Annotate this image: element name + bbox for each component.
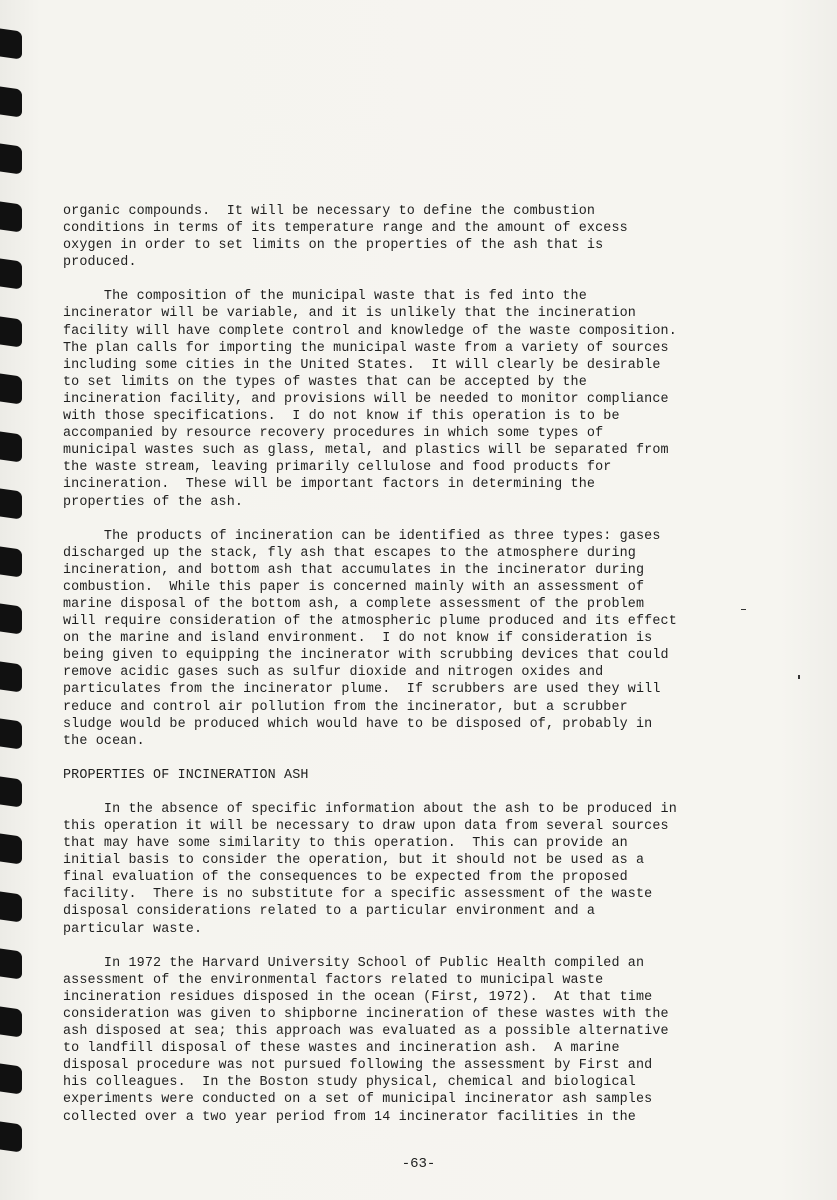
binding-ring — [0, 1063, 22, 1094]
binding-ring — [0, 431, 22, 462]
binding-ring — [0, 661, 22, 692]
text-line: marine disposal of the bottom ash, a complete assessment of the problem — [63, 596, 645, 612]
text-line: being given to equipping the incinerator with scrubbing devices that could — [63, 648, 669, 664]
binding-ring — [0, 373, 22, 404]
binding-ring — [0, 1006, 22, 1037]
text-line: final evaluation of the consequences to be expected from the proposed — [63, 870, 628, 886]
text-line: ash disposed at sea; this approach was evaluated as a possible alternative — [63, 1024, 669, 1040]
text-line: with those specifications. I do not know if this operation is to be — [63, 409, 620, 425]
text-line: particular waste. — [63, 921, 203, 937]
text-line: combustion. While this paper is concerned mainly with an assessment of — [63, 579, 645, 595]
text-line: experiments were conducted on a set of municipal incinerator ash samples — [63, 1092, 653, 1108]
text-line: disposal procedure was not pursued following the assessment by First and — [63, 1058, 653, 1074]
text-line: facility will have complete control and knowledge of the waste composition. — [63, 323, 677, 339]
text-line: remove acidic gases such as sulfur dioxide and nitrogen oxides and — [63, 665, 604, 681]
text-line: incineration, and bottom ash that accumulates in the incinerator during — [63, 562, 645, 578]
binding-ring — [0, 143, 22, 174]
text-line: the ocean. — [63, 733, 145, 749]
text-line: organic compounds. It will be necessary to define the combustion — [63, 204, 596, 219]
paragraph — [63, 801, 723, 938]
paragraph — [63, 528, 723, 750]
text-line: facility. There is no substitute for a specific assessment of the waste — [63, 887, 653, 903]
text-line: incineration facility, and provisions will be needed to monitor compliance — [63, 391, 669, 407]
binding-ring — [0, 28, 22, 59]
text-line: that may have some similarity to this operation. This can provide an — [63, 836, 628, 852]
text-line: assessment of the environmental factors related to municipal waste — [63, 972, 604, 988]
text-line: incinerator will be variable, and it is unlikely that the incineration — [63, 306, 636, 322]
text-line: produced. — [63, 255, 137, 271]
text-line: on the marine and island environment. I do not know if consideration is — [63, 631, 653, 647]
text-line: oxygen in order to set limits on the properties of the ash that is — [63, 238, 604, 254]
binding-ring — [0, 603, 22, 634]
paragraph — [63, 288, 723, 510]
text-line: the waste stream, leaving primarily cellulose and food products for — [63, 460, 612, 476]
paragraph — [63, 203, 723, 271]
spiral-binding — [0, 0, 30, 1200]
binding-ring — [0, 316, 22, 347]
text-line: consideration was given to shipborne incineration of these wastes with the — [63, 1006, 669, 1022]
binding-ring — [0, 258, 22, 289]
text-line: sludge would be produced which would have to be disposed of, probably in — [63, 716, 653, 732]
text-line: particulates from the incinerator plume. If scrubbers are used they will — [63, 682, 661, 698]
text-line: properties of the ash. — [63, 494, 244, 510]
text-line: including some cities in the United States. It will clearly be desirable — [63, 357, 661, 373]
text-line: incineration residues disposed in the ocean (First, 1972). At that time — [63, 989, 653, 1005]
stray-mark — [741, 609, 746, 610]
binding-ring — [0, 776, 22, 807]
text-line: will require consideration of the atmospheric plume produced and its effect — [63, 614, 677, 630]
text-line: conditions in terms of its temperature range and the amount of excess — [63, 221, 628, 237]
text-line: municipal wastes such as glass, metal, and plastics will be separated from — [63, 443, 669, 459]
text-line: The composition of the municipal waste that is fed into the — [63, 289, 587, 305]
binding-ring — [0, 488, 22, 519]
paragraph — [63, 955, 723, 1126]
text-line: his colleagues. In the Boston study physical, chemical and biological — [63, 1075, 636, 1091]
binding-ring — [0, 546, 22, 577]
text-line: incineration. These will be important factors in determining the — [63, 477, 596, 493]
text-line: this operation it will be necessary to draw upon data from several sources — [63, 819, 669, 834]
text-line: In 1972 the Harvard University School of Public Health compiled an — [63, 955, 645, 971]
page-number: -63- — [401, 1156, 436, 1172]
text-line: to landfill disposal of these wastes and incineration ash. A marine — [63, 1041, 620, 1057]
binding-ring — [0, 86, 22, 117]
text-line: reduce and control air pollution from the incinerator, but a scrubber — [63, 699, 628, 715]
text-line: disposal considerations related to a particular environment and a — [63, 904, 596, 920]
text-line: initial basis to consider the operation, but it should not be used as a — [63, 853, 645, 869]
text-line: discharged up the stack, fly ash that escapes to the atmosphere during — [63, 545, 636, 561]
text-line: to set limits on the types of wastes that can be accepted by the — [63, 374, 587, 390]
binding-ring — [0, 201, 22, 232]
text-line: The plan calls for importing the municipal waste from a variety of sources — [63, 340, 669, 356]
body-text — [63, 203, 723, 1143]
binding-ring — [0, 833, 22, 864]
stray-mark — [798, 675, 800, 679]
text-line: collected over a two year period from 14 incinerator facilities in the — [63, 1109, 636, 1125]
section-heading: PROPERTIES OF INCINERATION ASH — [63, 767, 309, 783]
binding-ring — [0, 948, 22, 979]
text-line: accompanied by resource recovery procedures in which some types of — [63, 426, 604, 442]
binding-ring — [0, 718, 22, 749]
binding-ring — [0, 891, 22, 922]
binding-ring — [0, 1121, 22, 1152]
text-line: The products of incineration can be identified as three types: gases — [63, 528, 661, 544]
text-line: In the absence of specific information about the ash to be produced in — [63, 801, 677, 817]
